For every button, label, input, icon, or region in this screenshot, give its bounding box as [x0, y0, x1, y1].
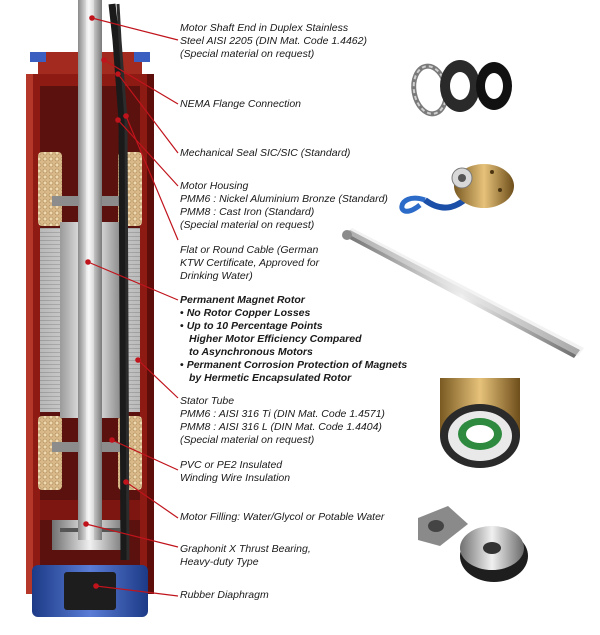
label-thrust-bearing: [180, 543, 311, 569]
label-line: Stator Tube: [180, 395, 235, 407]
label-stator-tube: [180, 395, 385, 447]
label-line: PMM8 : Cast Iron (Standard): [180, 206, 315, 218]
label-rubber-diaphragm: [180, 589, 269, 602]
label-rotor-bullet: • Permanent Corrosion Protection of Magnets: [180, 359, 407, 372]
label-winding: [180, 459, 290, 485]
label-rotor-bullet-cont: to Asynchronous Motors: [189, 346, 313, 358]
label-line: Flat or Round Cable (German: [180, 244, 319, 256]
label-line: Mechanical Seal SIC/SIC (Standard): [180, 147, 351, 159]
mechanical-seal-photo: [410, 60, 512, 116]
lower-winding-left: [38, 416, 62, 490]
label-line: Motor Shaft End in Duplex Stainless: [180, 22, 349, 34]
label-rotor-bullet-cont: by Hermetic Encapsulated Rotor: [189, 372, 352, 384]
label-line: NEMA Flange Connection: [180, 98, 302, 110]
label-rotor: [180, 294, 407, 385]
label-line: KTW Certificate, Approved for: [180, 257, 320, 269]
label-line: PMM6 : Nickel Aluminium Bronze (Standard): [180, 193, 388, 205]
label-line: Heavy-duty Type: [180, 556, 259, 568]
cable-connector-photo: [402, 164, 514, 211]
label-motor-filling: [180, 511, 384, 524]
thrust-bearing-photo: [418, 506, 528, 582]
label-line: Motor Filling: Water/Glycol or Potable Water: [180, 511, 385, 523]
label-line: Rubber Diaphragm: [180, 589, 269, 601]
label-rotor-bullet-cont: Higher Motor Efficiency Compared: [189, 333, 362, 345]
label-nema-flange: [180, 98, 301, 111]
upper-winding-left: [38, 152, 62, 226]
label-line: Steel AISI 2205 (DIN Mat. Code 1.4462): [180, 35, 367, 47]
label-line: PVC or PE2 Insulated: [180, 459, 283, 471]
label-line: (Special material on request): [180, 434, 315, 446]
stator-tube-photo: [440, 378, 520, 468]
label-rotor-bullet: • Up to 10 Percentage Points: [180, 320, 407, 333]
label-shaft-end: [180, 22, 367, 61]
label-line: (Special material on request): [180, 48, 315, 60]
label-line: Motor Housing: [180, 180, 249, 192]
label-motor-housing: [180, 180, 388, 232]
label-line: Graphonit X Thrust Bearing,: [180, 543, 311, 555]
label-rotor-title: Permanent Magnet Rotor: [180, 294, 305, 306]
label-cable: [180, 244, 319, 283]
label-line: PMM8 : AISI 316 L (DIN Mat. Code 1.4404): [180, 421, 382, 433]
label-rotor-bullet: • No Rotor Copper Losses: [180, 307, 407, 320]
label-line: (Special material on request): [180, 219, 315, 231]
label-mechanical-seal: [180, 147, 350, 160]
label-line: Winding Wire Insulation: [180, 472, 291, 484]
label-line: Drinking Water): [180, 270, 253, 282]
label-line: PMM6 : AISI 316 Ti (DIN Mat. Code 1.4571): [180, 408, 385, 420]
